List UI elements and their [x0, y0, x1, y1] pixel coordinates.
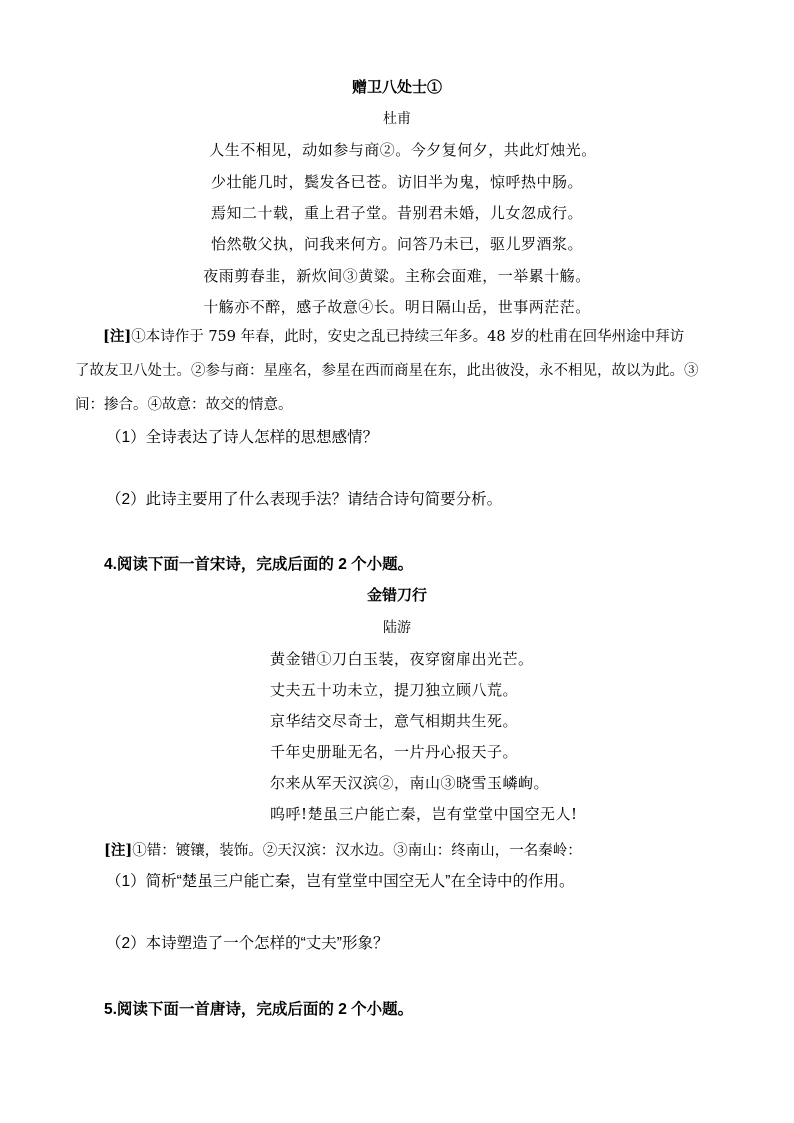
annotation-note	[75, 320, 725, 422]
poem-title: 赠卫八处士①	[351, 78, 442, 96]
question-2: （2）本诗塑造了一个怎样的“丈夫”形象？	[106, 935, 389, 952]
question-1: （1）简析“楚虽三户能亡秦，岂有堂堂中国空无人”在全诗中的作用。	[106, 873, 575, 890]
poem-title: 金错刀行	[366, 586, 427, 604]
poem-author: 陆游	[383, 620, 411, 636]
question-1: （1）全诗表达了诗人怎样的思想感情？	[106, 429, 379, 446]
poem-line: 黄金错①刀白玉装，夜穿窗扉出光芒。	[270, 650, 534, 668]
poem-line: 少壮能几时，鬓发各已苍。访旧半为鬼，惊呼热中肠。	[210, 173, 583, 191]
poem-line: 夜雨剪春韭，新炊间③黄粱。主称会面难，一举累十觞。	[203, 267, 591, 285]
poem-line: 十觞亦不醉，感子故意④长。明日隔山岳，世事两茫茫。	[203, 298, 591, 316]
poem-line: 人生不相见，动如参与商②。今夕复何夕，共此灯烛光。	[209, 141, 597, 159]
note-label: [注]	[103, 328, 132, 345]
poem-line: 尔来从军天汉滨②，南山③晓雪玉嶙峋。	[270, 774, 550, 792]
note-text: ①本诗作于 759 年春，此时，安史之乱已持续三年多。48 岁的杜甫在回华州途中拜访	[131, 329, 685, 345]
poem-line: 丈夫五十功未立，提刀独立顾八荒。	[270, 681, 519, 699]
poem-author: 杜甫	[383, 111, 411, 127]
question-2: （2）此诗主要用了什么表现手法？请结合诗句简要分析。	[106, 491, 503, 508]
section-heading: 5.阅读下面一首唐诗，完成后面的 2 个小题。	[104, 1001, 414, 1018]
note-text: 间：掺合。④故意：故交的情意。	[75, 397, 293, 413]
note-text: ①错：镀镶，装饰。②天汉滨：汉水边。③南山：终南山，一名秦岭：	[132, 843, 582, 859]
section-heading: 4.阅读下面一首宋诗，完成后面的 2 个小题。	[104, 556, 414, 573]
poem-line: 呜呼!楚虽三户能亡秦，岂有堂堂中国空无人!	[270, 805, 578, 823]
poem-line: 怡然敬父执，问我来何方。问答乃未已，驱儿罗酒浆。	[210, 235, 583, 253]
poem-line: 京华结交尽奇士，意气相期共生死。	[270, 712, 519, 730]
note-label: [注]	[104, 842, 133, 859]
poem-line: 千年史册耻无名，一片丹心报天子。	[270, 743, 519, 761]
annotation-note	[104, 839, 582, 860]
poem-line: 焉知二十载，重上君子堂。昔别君未婚，儿女忽成行。	[210, 204, 583, 222]
note-text: 了故友卫八处士。②参与商：星座名，参星在西而商星在东，此出彼没，永不相见，故以为此。③	[75, 363, 699, 379]
